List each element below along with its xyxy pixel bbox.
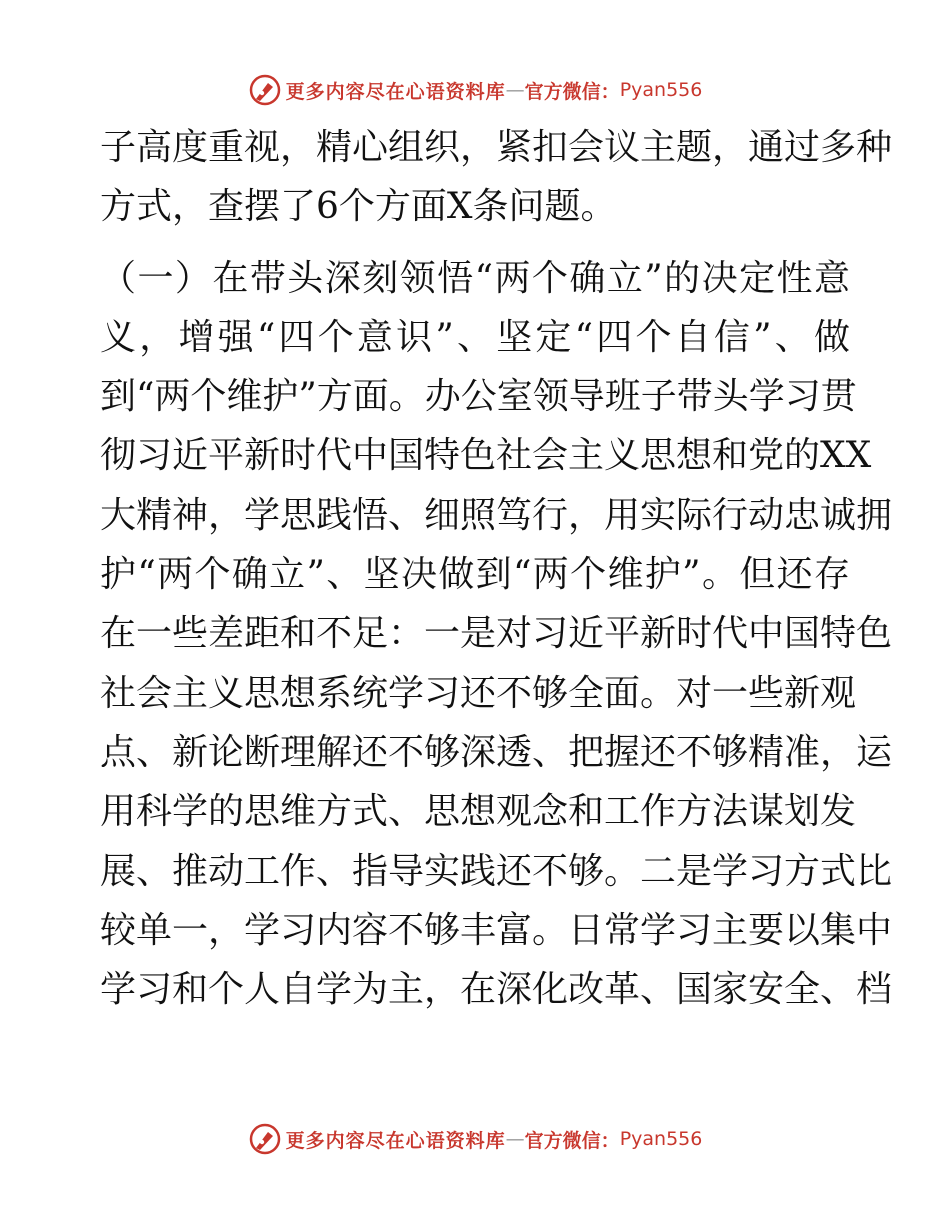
header-banner <box>0 70 950 110</box>
text-line: 护“两个确立”、坚决做到“两个维护”。但还存 <box>100 554 850 596</box>
banner-wechat-id: Pyan556 <box>619 1128 703 1150</box>
document-body <box>100 118 893 1019</box>
text-line: 较单一，学习内容不够丰富。日常学习主要以集中 <box>100 909 893 951</box>
text-line: 到“两个维护”方面。办公室领导班子带头学习贯 <box>100 376 857 418</box>
text-line: 大精神，学思践悟、细照笃行，用实际行动忠诚拥 <box>100 494 893 536</box>
pen-nib-circle-icon <box>248 73 282 107</box>
banner-wechat-label: 官方微信： <box>524 80 620 103</box>
text-line: 在一些差距和不足：一是对习近平新时代中国特色 <box>100 613 893 655</box>
text-line: 彻习近平新时代中国特色社会主义思想和党的XX <box>100 435 872 477</box>
text-line: 用科学的思维方式、思想观念和工作方法谋划发 <box>100 791 857 833</box>
text-line: 展、推动工作、指导实践还不够。二是学习方式比 <box>100 850 893 892</box>
banner-main-text: 更多内容尽在心语资料库 <box>285 80 506 103</box>
banner-wechat-label: 官方微信： <box>524 1129 620 1152</box>
text-line: 社会主义思想系统学习还不够全面。对一些新观 <box>100 672 857 714</box>
banner-wechat-id: Pyan556 <box>619 79 703 101</box>
text-line: 义，增强“四个意识”、坚定“四个自信”、做 <box>100 316 850 358</box>
text-line: 子高度重视，精心组织，紧扣会议主题，通过多种 <box>100 127 893 168</box>
text-line: 学习和个人自学为主，在深化改革、国家安全、档 <box>100 969 893 1011</box>
pen-nib-circle-icon <box>248 1122 282 1156</box>
banner-main-text: 更多内容尽在心语资料库 <box>285 1129 506 1152</box>
paragraph-intro <box>100 118 893 237</box>
section-heading-line: （一）在带头深刻领悟“两个确立”的决定性意 <box>100 257 850 299</box>
banner-dash: — <box>505 79 525 101</box>
text-line: 方式，查摆了6个方面X条问题。 <box>100 186 617 228</box>
banner-dash: — <box>505 1128 525 1150</box>
text-line: 点、新论断理解还不够深透、把握还不够精准，运 <box>100 731 893 773</box>
footer-banner <box>0 1119 950 1159</box>
paragraph-section-one <box>100 249 893 1020</box>
